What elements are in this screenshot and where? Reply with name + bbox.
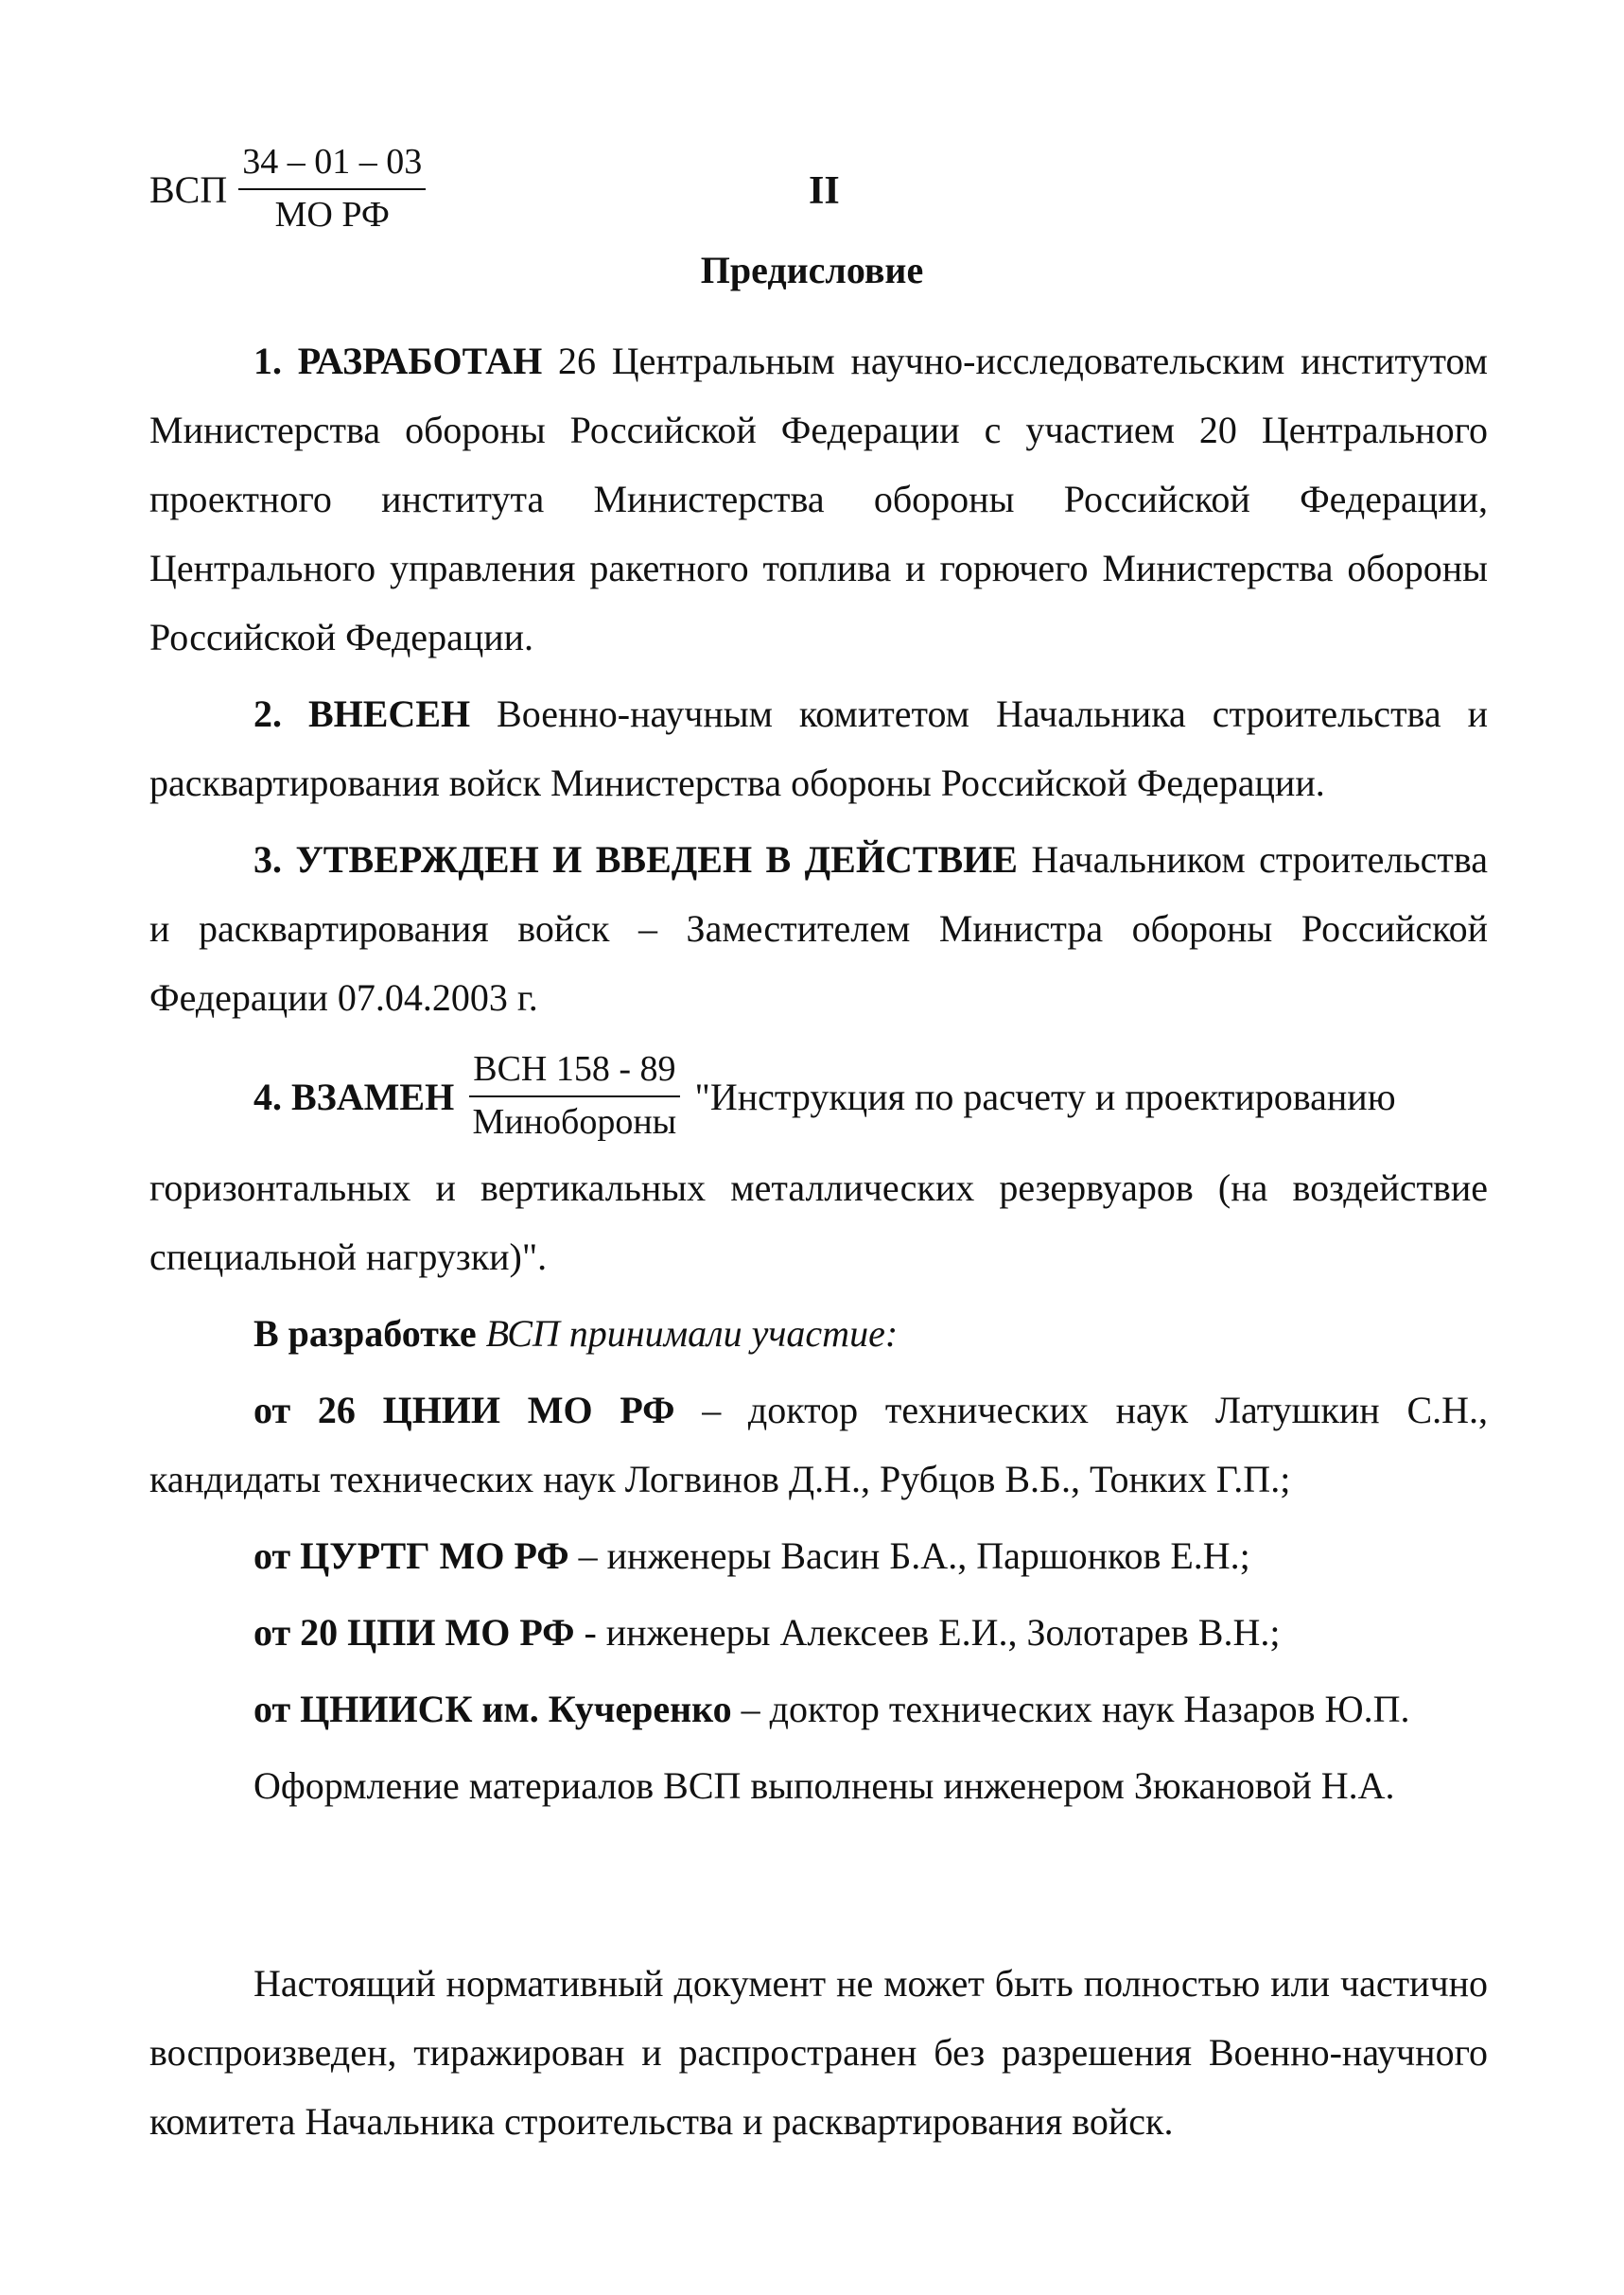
participant-row: [149, 1375, 1488, 1514]
participant-text: – доктор технических наук Назаров Ю.П.: [731, 1688, 1410, 1730]
participant-text: – доктор технических наук Латушкин С.Н., кандидаты технических наук Логвинов Д.Н., Рубцов В.Б., Тонких Г.П.;: [149, 1389, 1489, 1500]
foreword-item-4-line: [253, 1040, 1488, 1153]
item-lead: РАЗРАБОТАН: [297, 340, 543, 382]
participant-text: - инженеры Алексеев Е.И., Золотарев В.Н.;: [574, 1611, 1281, 1654]
replaced-document-numerator: ВСН 158 - 89: [469, 1048, 679, 1097]
item-lead: УТВЕРЖДЕН И ВВЕДЕН В ДЕЙСТВИЕ: [295, 838, 1018, 881]
participant-org: от 26 ЦНИИ МО РФ: [253, 1389, 675, 1431]
participant-org: от 20 ЦПИ МО РФ: [253, 1611, 575, 1654]
foreword-item-1: [149, 326, 1488, 672]
participant-text: – инженеры Васин Б.А., Паршонков Е.Н.;: [568, 1534, 1250, 1577]
replaced-document-fraction: [469, 1048, 679, 1144]
page-title: Предисловие: [700, 249, 924, 291]
design-note: Оформление материалов ВСП выполнены инженером Зюкановой Н.А.: [253, 1764, 1395, 1807]
replaced-document-title-start: "Инструкция по расчету и проектированию: [694, 1075, 1396, 1118]
replaced-document-denominator: Минобороны: [472, 1102, 677, 1142]
item-number: 1.: [253, 340, 282, 382]
participants-intro-rest: ВСП принимали участие:: [476, 1312, 899, 1355]
foreword-body: [149, 326, 1488, 1828]
participant-org: от ЦУРТГ МО РФ: [253, 1534, 569, 1577]
participants-intro-bold: В разработке: [253, 1312, 477, 1355]
participants-intro: [149, 1299, 1488, 1368]
document-code-prefix: ВСП: [149, 167, 228, 211]
foreword-item-2: [149, 679, 1488, 817]
item-text: Начальником строительства и расквартирования войск – Заместителем Министра обороны Российской Федерации 07.04.2003 г.: [149, 838, 1488, 1019]
item-lead: ВНЕСЕН: [307, 692, 471, 735]
item-number: 3.: [253, 838, 282, 881]
participant-org: от ЦНИИСК им. Кучеренко: [253, 1688, 732, 1730]
item-number: 4.: [253, 1075, 282, 1118]
participant-row: [149, 1521, 1488, 1590]
foreword-item-3: [149, 825, 1488, 1032]
copyright-notice-text: Настоящий нормативный документ не может быть полностью или частично воспроизведен, тиражирован и распространен без разрешения Военно-научного комитета Начальника строительства и расквартирования войск.: [149, 1962, 1488, 2143]
item-text: 26 Центральным научно-исследовательским институтом Министерства обороны Российской Федерации с участием 20 Центрального проектного института Министерства обороны Российской Федерации, Центрального управления ракетного топлива и горючего Министерства обороны Российской Федерации.: [149, 340, 1488, 658]
participant-row: [149, 1598, 1488, 1667]
document-code: [149, 132, 426, 246]
document-code-numerator: 34 – 01 – 03: [238, 141, 426, 190]
foreword-item-4-rest: горизонтальных и вертикальных металлических резервуаров (на воздействие специальной нагрузки)".: [149, 1166, 1488, 1278]
copyright-notice: [149, 1949, 1488, 2156]
document-code-fraction: [238, 141, 426, 237]
item-lead: ВЗАМЕН: [291, 1075, 455, 1118]
document-code-denominator: МО РФ: [274, 195, 390, 235]
page-number: II: [809, 169, 840, 213]
item-text: Военно-научным комитетом Начальника строительства и расквартирования войск Министерства обороны Российской Федерации.: [149, 692, 1489, 804]
item-number: 2.: [253, 692, 282, 735]
participant-row: [149, 1674, 1488, 1743]
